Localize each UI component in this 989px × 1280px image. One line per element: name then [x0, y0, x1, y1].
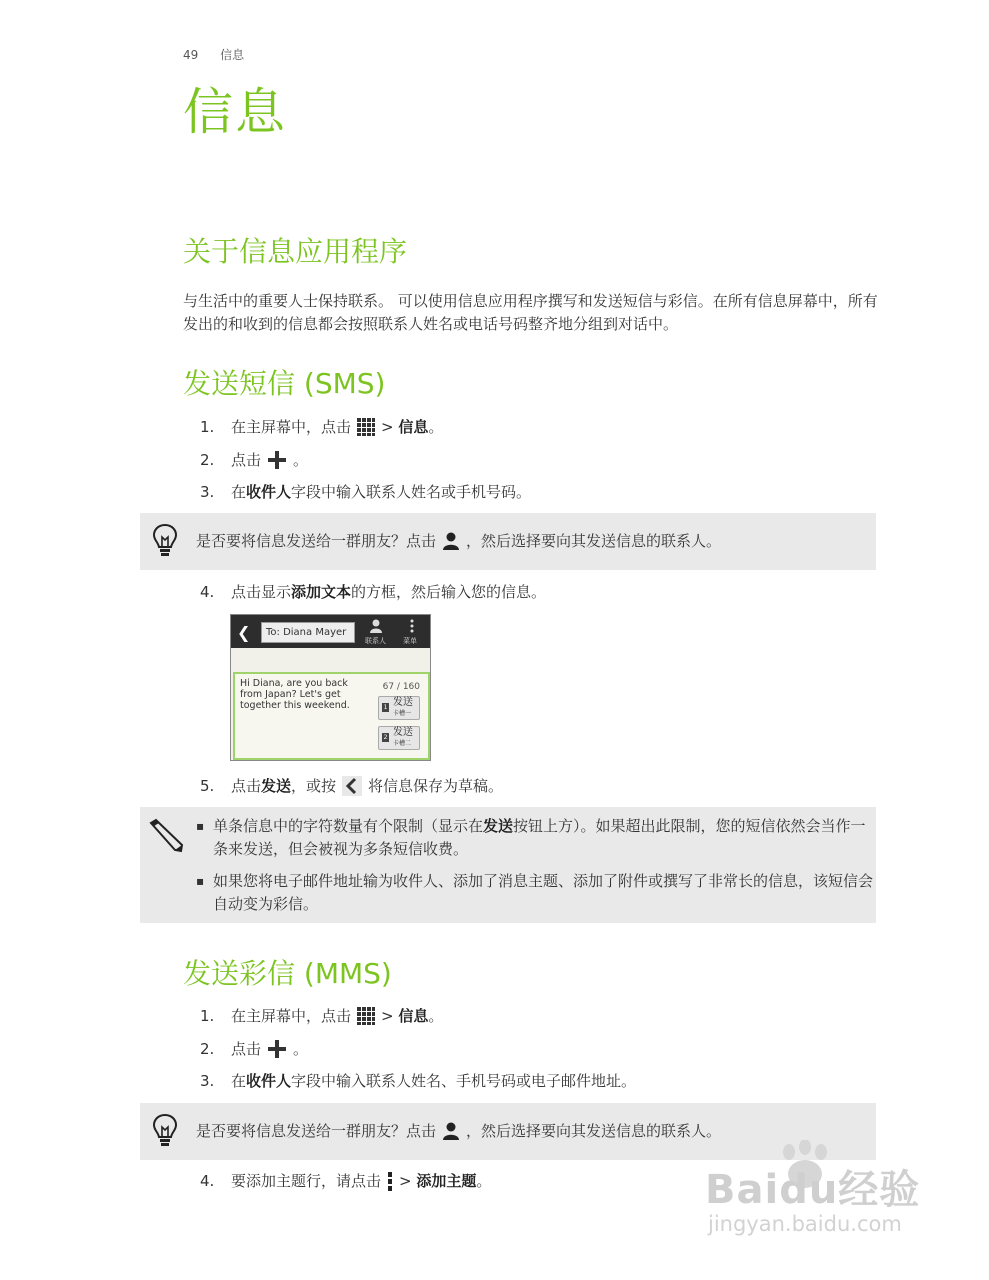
tip-text: 是否要将信息发送给一群朋友？点击 ，然后选择要向其发送信息的联系人。 — [196, 532, 722, 550]
page-title: 信息 — [183, 83, 287, 141]
tip-text: 是否要将信息发送给一群朋友？点击 ，然后选择要向其发送信息的联系人。 — [196, 1122, 722, 1140]
mms-step-3: 3. 在 收件人 字段中输入联系人姓名、手机号码或电子邮件地址。 — [200, 1072, 637, 1090]
sms-step-2: 2. 点击 。 — [200, 451, 309, 469]
menu-label: 菜单 — [403, 637, 417, 645]
note-item-2: ▪ 如果您将电子邮件地址输为收件人、添加了消息主题、添加了附件或撰写了非常长的信息，该短信会自动变为彩信。 — [196, 870, 876, 916]
send-slot2-button: 2 发送 卡槽二 — [378, 726, 420, 750]
contacts-icon — [370, 619, 382, 633]
person-icon — [442, 1122, 460, 1140]
plus-icon — [267, 1039, 287, 1059]
back-icon — [342, 776, 362, 796]
page-header — [183, 46, 262, 63]
plus-icon — [267, 450, 287, 470]
heading-sms: 发送短信 (SMS) — [183, 367, 386, 400]
sms-step-4: 4. 点击显示 添加文本 的方框，然后输入您的信息。 — [200, 583, 547, 601]
contacts-label: 联系人 — [365, 637, 386, 645]
mms-step-1: 1. 在主屏幕中，点击 > 信息 。 — [200, 1007, 444, 1025]
char-counter: 67 / 160 — [382, 682, 420, 692]
note-box — [140, 807, 876, 923]
pencil-icon — [148, 817, 184, 853]
menu-dots-icon — [410, 619, 414, 633]
lightbulb-icon — [152, 523, 178, 559]
tip-box-sms — [140, 513, 876, 570]
send-slot1-button: 1 发送 卡槽一 — [378, 696, 420, 720]
baidu-watermark — [700, 1140, 940, 1250]
sms-step-5: 5. 点击 发送 ，或按 将信息保存为草稿。 — [200, 777, 504, 795]
to-field: To: Diana Mayer — [261, 622, 355, 643]
header-section: 信息 — [220, 48, 245, 62]
note-item-1: ▪ 单条信息中的字符数量有个限制（显示在发送按钮上方）。如果超出此限制，您的短信依然会当作一条来发送，但会被视为多条短信收费。 — [196, 815, 876, 861]
apps-grid-icon — [357, 1007, 375, 1025]
mms-step-2: 2. 点击 。 — [200, 1040, 309, 1058]
watermark-url: jingyan.baidu.com — [708, 1212, 902, 1236]
person-icon — [442, 532, 460, 550]
phone-screenshot — [230, 614, 431, 761]
watermark-brand: Baidu经验 — [705, 1167, 921, 1213]
phone-top-bar — [231, 615, 430, 648]
message-text: Hi Diana, are you back from Japan? Let's get together this weekend. — [240, 678, 350, 711]
heading-mms: 发送彩信 (MMS) — [183, 957, 392, 990]
sms-step-1: 1. 在主屏幕中，点击 > 信息 。 — [200, 418, 444, 436]
message-area — [233, 672, 430, 760]
back-chevron-icon: ❮ — [237, 623, 251, 642]
heading-about: 关于信息应用程序 — [183, 235, 408, 268]
about-paragraph: 与生活中的重要人士保持联系。 可以使用信息应用程序撰写和发送短信与彩信。在所有信息屏幕中，所有发出的和收到的信息都会按照联系人姓名或电话号码整齐地分组到对话中。 — [183, 292, 878, 333]
menu-dots-icon — [387, 1171, 393, 1191]
mms-step-4: 4. 要添加主题行，请点击 > 添加主题 。 — [200, 1172, 492, 1190]
apps-grid-icon — [357, 418, 375, 436]
lightbulb-icon — [152, 1113, 178, 1149]
sms-step-3: 3. 在 收件人 字段中输入联系人姓名或手机号码。 — [200, 483, 532, 501]
page-number: 49 — [183, 48, 199, 62]
